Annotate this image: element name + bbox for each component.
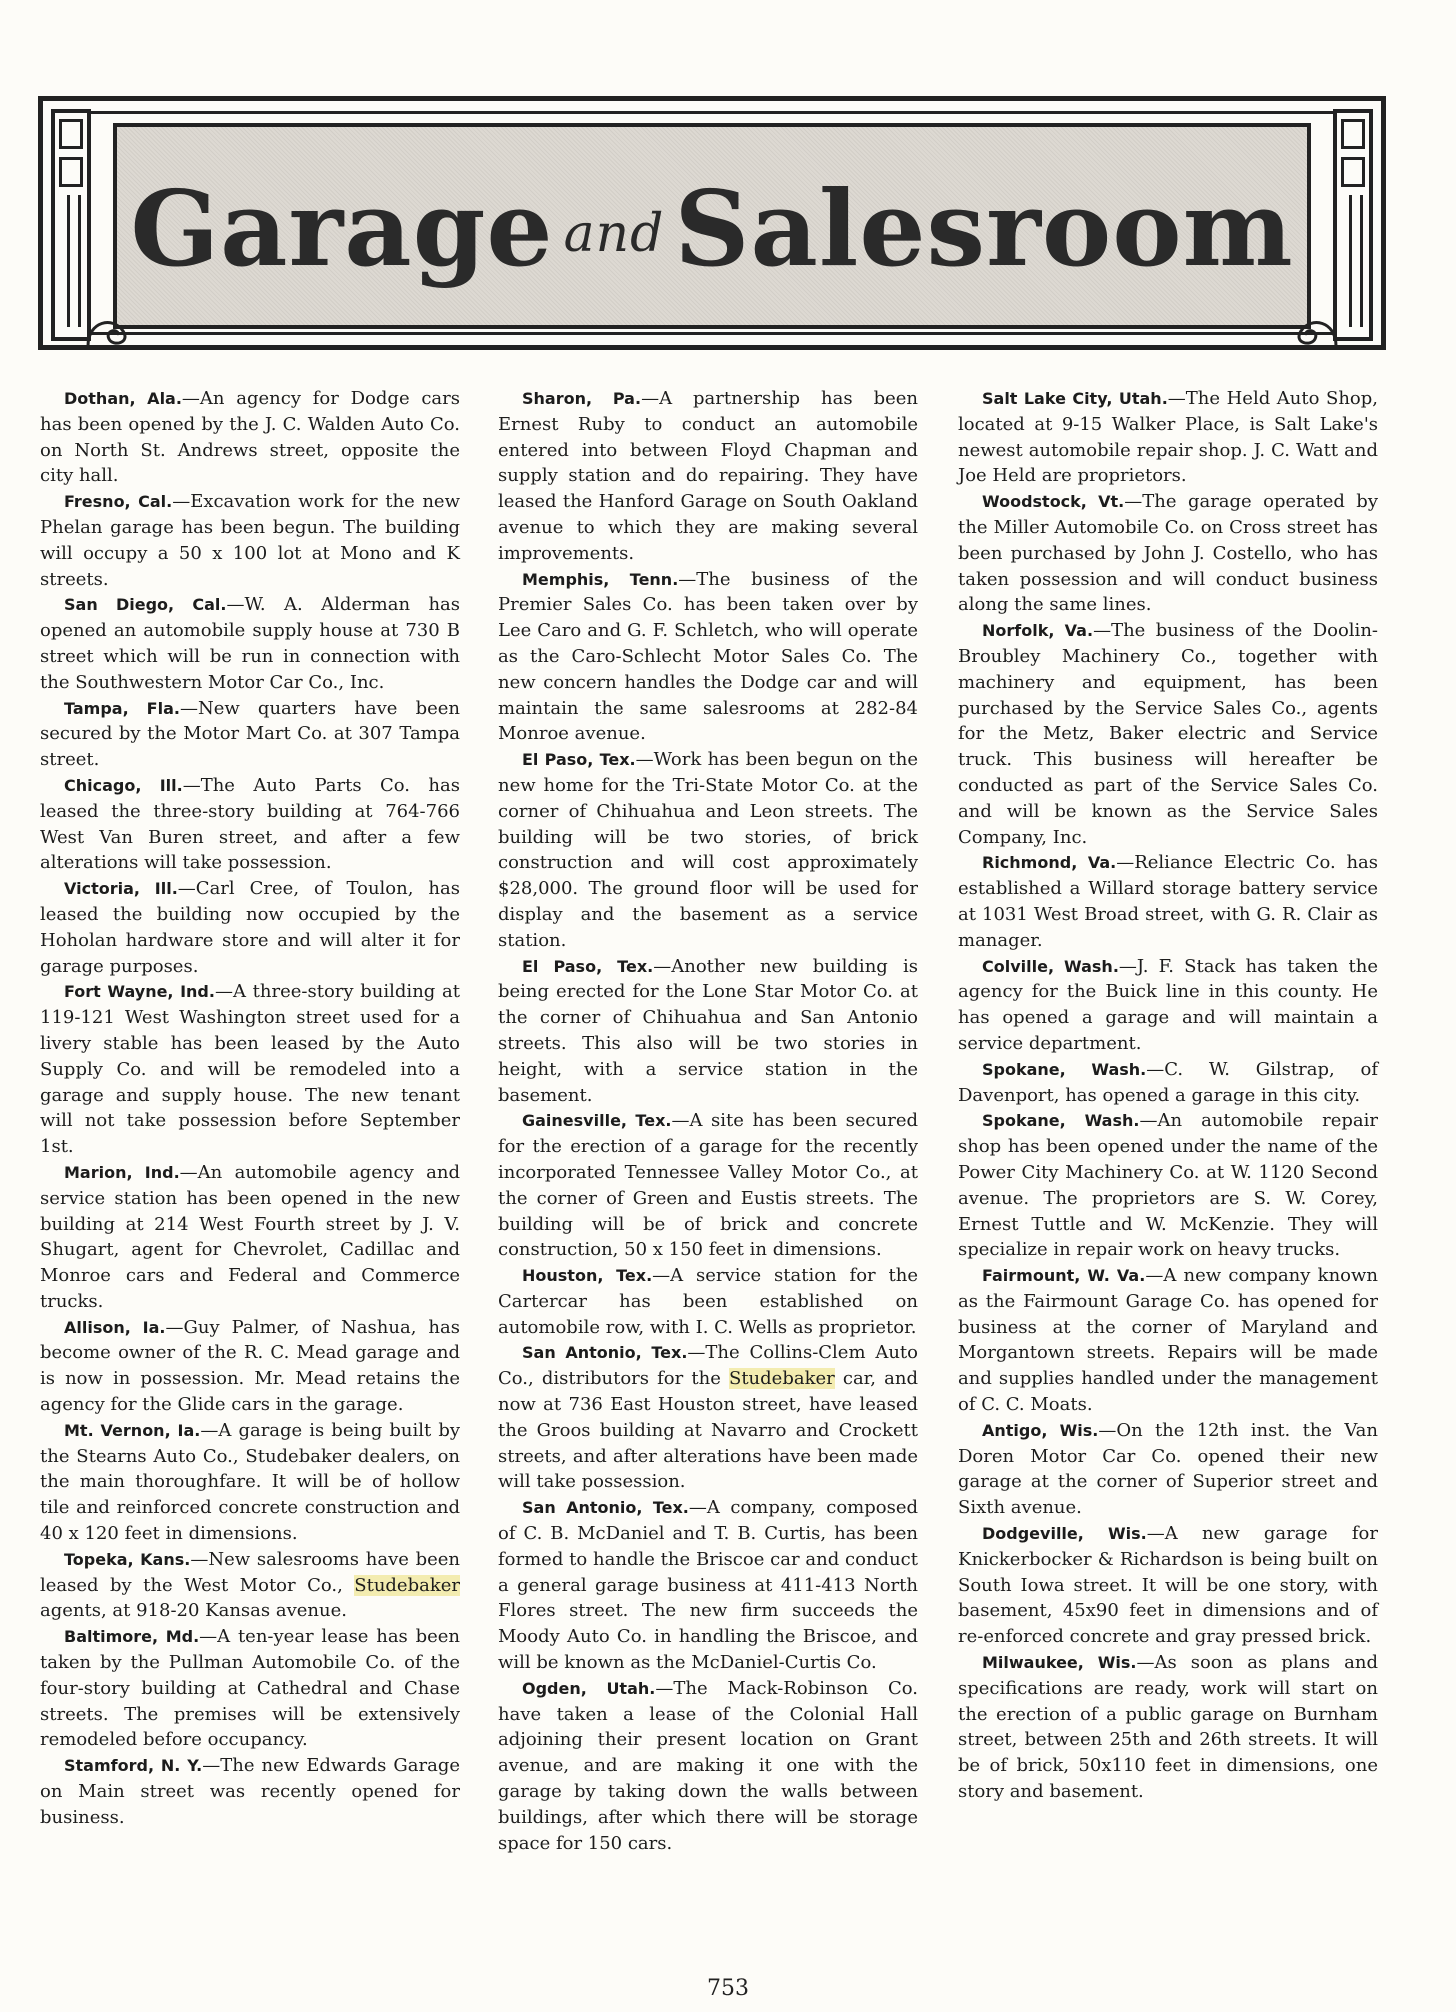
banner-title-panel: [113, 123, 1311, 329]
item-text-continued: car, and now at 736 East Houston street, have leased the Groos building at Navarro and Crockett streets, and after alterations have been made will take possession.: [498, 1368, 919, 1493]
news-item: [958, 618, 1378, 850]
news-item: [958, 954, 1378, 1057]
news-item: [498, 1676, 918, 1857]
item-text: —Another new building is being erected for the Lone Star Motor Co. at the corner of Chihuahua and San Antonio streets. This also will be two stories in height, with a service station in the basement.: [498, 955, 918, 1106]
item-text: —New salesrooms have been leased by the West Motor Co.,: [40, 1548, 461, 1596]
dateline-place: Marion, Ind.: [64, 1162, 180, 1182]
dateline-place: Fort Wayne, Ind.: [64, 982, 215, 1002]
item-text: —A new company known as the Fairmount Garage Co. has opened for business at the corner of Maryland and Morgantown streets. Repairs will be made and supplies handled under the management of C. C. Moats.: [958, 1265, 1379, 1416]
dateline-place: Dodgeville, Wis.: [982, 1524, 1147, 1544]
item-text: —Excavation work for the new Phelan garage has been begun. The building will occupy a 50 x 100 lot at Mono and K streets.: [40, 491, 460, 590]
item-text: —Guy Palmer, of Nashua, has become owner of the R. C. Mead garage and is now in possession. Mr. Mead retains the agency for the Glide cars in the garage.: [40, 1316, 460, 1416]
dateline-place: Topeka, Kans.: [64, 1549, 191, 1569]
item-text: —A partnership has been Ernest Ruby to conduct an automobile entered into between Floyd Chapman and supply station and do repairing. They have leased the Hanford Garage on South Oakland avenue to which they are making several improvements.: [498, 388, 918, 564]
item-text: —The garage operated by the Miller Automobile Co. on Cross street has been purchased by John J. Costello, who has taken possession and will conduct business along the same lines.: [958, 491, 1378, 616]
news-item: [498, 747, 918, 953]
dateline-place: Fairmount, W. Va.: [982, 1266, 1146, 1286]
masthead-banner: [38, 96, 1386, 350]
dateline-place: Gainesville, Tex.: [522, 1111, 672, 1131]
item-text: —A garage is being built by the Stearns Auto Co., Studebaker dealers, on the main thoroughfare. It will be of hollow tile and reinforced concrete construction and 40 x 120 feet in dimensions.: [40, 1419, 461, 1545]
dateline-place: Mt. Vernon, Ia.: [64, 1420, 201, 1440]
dateline-place: Fresno, Cal.: [64, 492, 173, 512]
dateline-place: San Antonio, Tex.: [522, 1498, 689, 1518]
item-text: —The Auto Parts Co. has leased the three-story building at 764-766 West Van Buren street, and after a few alterations will take possession.: [40, 774, 460, 874]
news-item: [958, 386, 1378, 489]
news-item: [40, 1315, 460, 1418]
page-title: [117, 149, 1307, 314]
news-item: [498, 1108, 918, 1263]
news-item: [40, 696, 460, 773]
dateline-place: San Diego, Cal.: [64, 595, 227, 615]
news-item: [958, 1650, 1378, 1805]
dateline-place: Stamford, N. Y.: [64, 1756, 203, 1776]
dateline-place: El Paso, Tex.: [522, 750, 636, 770]
dateline-place: Baltimore, Md.: [64, 1627, 200, 1647]
dateline-place: Salt Lake City, Utah.: [982, 389, 1168, 408]
news-item: [40, 489, 460, 592]
item-text: —W. A. Alderman has opened an automobile supply house at 730 B street which will be run in connection with the Southwestern Motor Car Co., Inc.: [40, 594, 461, 693]
dateline-place: Victoria, Ill.: [64, 879, 178, 899]
item-text: —C. W. Gilstrap, of Davenport, has opened a garage in this city.: [958, 1058, 1378, 1106]
dateline-place: Tampa, Fla.: [64, 698, 180, 718]
news-item: [958, 1521, 1378, 1650]
highlighted-term: Studebaker: [728, 1368, 835, 1390]
item-text: —Work has been begun on the new home for the Tri-State Motor Co. at the corner of Chihuahua and Leon streets. The building will be two stories, of brick construction and will cost approximately $28,000. The ground floor will be used for display and the basement as a service station.: [498, 749, 918, 951]
item-text: —Carl Cree, of Toulon, has leased the building now occupied by the Hoholan hardware store and will alter it for garage purposes.: [40, 878, 460, 977]
dateline-place: Sharon, Pa.: [522, 389, 642, 408]
item-text: —A company, composed of C. B. McDaniel and T. B. Curtis, has been formed to handle the Briscoe car and conduct a general garage business at 411-413 North Flores street. The new firm succeeds the Moody Auto Co. in handling the Briscoe, and will be known as the McDaniel-Curtis Co.: [498, 1497, 918, 1674]
item-text: —The new Edwards Garage on Main street was recently opened for business.: [40, 1755, 461, 1828]
news-item: [958, 1108, 1378, 1263]
item-text: —An automobile repair shop has been opened under the name of the Power City Machinery Co. at W. 1120 Second avenue. The proprietors are S. W. Corey, Ernest Tuttle and W. McKenzie. They will specialize in repair work on heavy trucks.: [958, 1110, 1378, 1261]
column-2: [498, 386, 918, 1856]
page-number: 753: [707, 1976, 749, 2001]
dateline-place: Spokane, Wash.: [982, 1111, 1140, 1131]
item-text: —The Held Auto Shop, located at 9-15 Walker Place, is Salt Lake's newest automobile repair shop. J. C. Watt and Joe Held are proprietors.: [958, 388, 1379, 487]
item-text: —The Mack-Robinson Co. have taken a lease of the Colonial Hall adjoining their present location on Grant avenue, and are making it one with the garage by taking down the walls between buildings, after which there will be storage space for 150 cars.: [498, 1677, 918, 1854]
item-text: —A three-story building at 119-121 West Washington street used for a livery stable has been leased by the Auto Supply Co. and will be remodeled into a garage and supply house. The new tenant will not take possession before September 1st.: [40, 981, 460, 1158]
title-and: and: [563, 204, 665, 264]
dateline-place: Allison, Ia.: [64, 1317, 166, 1337]
news-item: [498, 1340, 918, 1495]
item-text: —On the 12th inst. the Van Doren Motor Car Co. opened their new garage at the corner of Superior street and Sixth avenue.: [958, 1419, 1379, 1519]
item-text-continued: agents, at 918-20 Kansas avenue.: [40, 1600, 347, 1622]
news-item: [40, 979, 460, 1160]
item-text: —J. F. Stack has taken the agency for the Buick line in this county. He has opened a garage and will maintain a service department.: [958, 955, 1378, 1054]
dateline-place: Woodstock, Vt.: [982, 492, 1125, 512]
dateline-place: Colville, Wash.: [982, 956, 1119, 976]
news-item: [40, 1753, 460, 1830]
news-item: [40, 876, 460, 979]
dateline-place: Spokane, Wash.: [982, 1059, 1147, 1079]
dateline-place: Ogden, Utah.: [522, 1678, 656, 1698]
news-item: [958, 1263, 1378, 1418]
item-text: —A service station for the Cartercar has been established on automobile row, with I. C. Wells as proprietor.: [498, 1265, 919, 1338]
dateline-place: Chicago, Ill.: [64, 775, 183, 795]
item-text: —A new garage for Knickerbocker & Richardson is being built on South Iowa street. It will be one story, with basement, 45x90 feet in dimensions and of re-enforced concrete and gray pressed brick.: [958, 1523, 1378, 1648]
dateline-place: Dothan, Ala.: [64, 389, 182, 408]
dateline-place: El Paso, Tex.: [522, 956, 654, 976]
news-item: [40, 592, 460, 695]
news-item: [40, 386, 460, 489]
news-item: [40, 1160, 460, 1315]
news-item: [40, 1418, 460, 1547]
news-item: [958, 489, 1378, 618]
news-item: [40, 1624, 460, 1753]
news-item: [498, 954, 918, 1109]
item-text: —An agency for Dodge cars has been opened by the J. C. Walden Auto Co. on North St. Andrews street, opposite the city hall.: [40, 388, 460, 487]
dateline-place: Antigo, Wis.: [982, 1420, 1099, 1440]
item-text: —An automobile agency and service station has been opened in the new building at 214 West Fourth street by J. V. Shugart, agent for Chevrolet, Cadillac and Monroe cars and Federal and Commerce trucks.: [40, 1161, 461, 1312]
title-garage: Garage: [130, 167, 554, 290]
title-salesroom: Salesroom: [674, 167, 1294, 290]
news-item: [40, 773, 460, 876]
news-item: [498, 386, 918, 567]
scroll-ornament-left-icon: [83, 311, 143, 351]
dateline-place: Milwaukee, Wis.: [982, 1653, 1137, 1673]
highlighted-term: Studebaker: [354, 1574, 460, 1596]
banner-right-post: [1333, 109, 1373, 341]
column-3: [958, 386, 1378, 1805]
item-text: —New quarters have been secured by the Motor Mart Co. at 307 Tampa street.: [40, 697, 460, 771]
dateline-place: Memphis, Tenn.: [522, 569, 679, 589]
dateline-place: Richmond, Va.: [982, 853, 1117, 873]
item-text: —The business of the Doolin-Broubley Machinery Co., together with machinery and equipment, has been purchased by the Service Sales Co., agents for the Metz, Baker electric and Service truck. This business will hereafter be conducted as part of the Service Sales Co. and will be known as the Service Sales Company, Inc.: [958, 620, 1378, 848]
item-text: —Reliance Electric Co. has established a Willard storage battery service at 1031 West Broad street, with G. R. Clair as manager.: [958, 852, 1379, 951]
item-text: —As soon as plans and specifications are ready, work will start on the erection of a public garage on Burnham street, between 25th and 26th streets. It will be of brick, 50x110 feet in dimensions, one story and basement.: [958, 1652, 1378, 1803]
news-item: [958, 1418, 1378, 1521]
item-text: —A ten-year lease has been taken by the Pullman Automobile Co. of the four-story building at Cathedral and Chase streets. The premises will be extensively remodeled before occupancy.: [40, 1626, 460, 1751]
item-text: —The Collins-Clem Auto Co., distributors for the: [498, 1342, 918, 1390]
scroll-ornament-right-icon: [1281, 311, 1341, 351]
dateline-place: Norfolk, Va.: [982, 621, 1094, 641]
news-item: [40, 1547, 460, 1624]
news-item: [958, 1057, 1378, 1109]
item-text: —The business of the Premier Sales Co. has been taken over by Lee Caro and G. F. Schletch, who will operate as the Caro-Schlecht Motor Sales Co. The new concern handles the Dodge car and will maintain the same salesrooms at 282-84 Monroe avenue.: [498, 568, 918, 745]
news-item: [498, 567, 918, 748]
news-item: [498, 1495, 918, 1676]
dateline-place: Houston, Tex.: [522, 1266, 653, 1286]
news-item: [958, 850, 1378, 953]
news-item: [498, 1263, 918, 1340]
item-text: —A site has been secured for the erection of a garage for the recently incorporated Tennessee Valley Motor Co., at the corner of Green and Eustis streets. The building will be of brick and concrete construction, 50 x 150 feet in dimensions.: [498, 1110, 918, 1261]
dateline-place: San Antonio, Tex.: [522, 1343, 688, 1363]
column-1: [40, 386, 460, 1831]
banner-left-post: [51, 109, 91, 341]
